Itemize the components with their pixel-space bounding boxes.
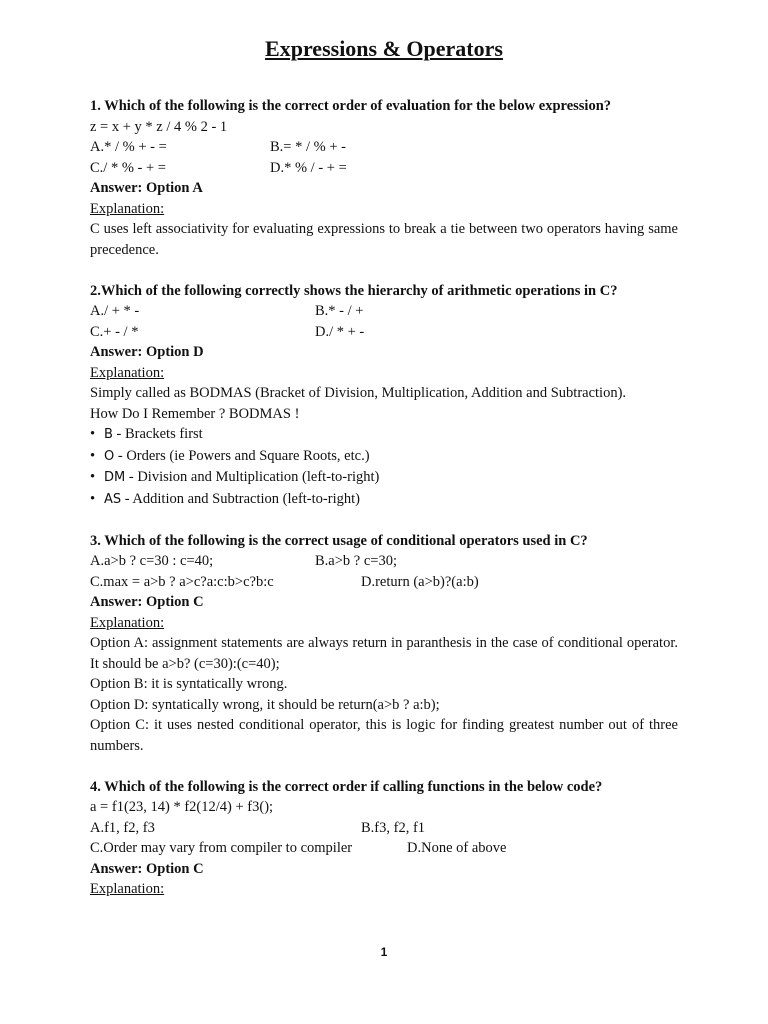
question-3 <box>90 531 678 757</box>
question-2-text: 2.Which of the following correctly shows the hierarchy of arithmetic operations in C? <box>90 282 618 299</box>
option-d: D.None of above <box>407 840 507 856</box>
document-body <box>90 96 678 920</box>
option-c: C.Order may vary from compiler to compiler <box>90 840 353 856</box>
option-b: B.= * / % + - <box>270 139 346 155</box>
bullet-key: AS <box>104 491 122 507</box>
question-4-text: 4. Which of the following is the correct order if calling functions in the below code? <box>90 778 603 795</box>
option-d: D.* % / - + = <box>270 159 347 176</box>
page-number: 1 <box>380 945 388 959</box>
option-c: C.max = a>b ? a>c?a:c:b>c?b:c <box>90 573 274 590</box>
list-item <box>90 424 678 446</box>
question-1 <box>90 96 678 260</box>
bullet-text: - Orders (ie Powers and Square Roots, etc.) <box>114 447 370 464</box>
bullet-icon: • <box>90 469 96 485</box>
question-1-explanation: C uses left associativity for evaluating expressions to break a tie between two operators having same precedence. <box>90 221 678 258</box>
option-a: A./ + * - <box>90 303 140 319</box>
bullet-icon: • <box>90 447 96 464</box>
question-3-explanation-label: Explanation: <box>90 614 165 631</box>
question-2-options-row-2 <box>90 322 678 343</box>
question-2-options-row-1 <box>90 301 678 322</box>
page-title: Expressions & Operators <box>265 36 503 61</box>
question-1-options-row-1 <box>90 137 678 158</box>
question-1-code: z = x + y * z / 4 % 2 - 1 <box>90 118 228 135</box>
bullet-key: DM <box>104 470 126 485</box>
question-4-code: a = f1(23, 14) * f2(12/4) + f3(); <box>90 799 274 815</box>
question-4 <box>90 777 678 900</box>
question-4-options-row-2 <box>90 838 678 859</box>
list-item <box>90 489 678 511</box>
question-2-answer: Answer: Option D <box>90 344 204 360</box>
question-4-explanation-label: Explanation: <box>90 881 165 897</box>
option-a: A.* / % + - = <box>90 139 167 155</box>
question-4-options-row-1 <box>90 818 678 839</box>
bullet-text: - Division and Multiplication (left-to-right) <box>125 469 380 485</box>
question-3-answer: Answer: Option C <box>90 594 204 610</box>
question-3-text: 3. Which of the following is the correct usage of conditional operators used in C? <box>90 532 588 549</box>
question-1-text: 1. Which of the following is the correct order of evaluation for the below expression? <box>90 98 612 114</box>
question-4-answer: Answer: Option C <box>90 860 204 877</box>
question-1-answer: Answer: Option A <box>90 180 203 196</box>
bullet-text: - Addition and Subtraction (left-to-right) <box>121 490 360 507</box>
question-2 <box>90 281 678 511</box>
bullet-icon: • <box>90 490 96 507</box>
question-1-options-row-2 <box>90 158 678 179</box>
question-3-options-row-1 <box>90 551 678 572</box>
question-3-explanation-c: Option C: it uses nested conditional operator, this is logic for finding greatest number out of three numbers. <box>90 717 678 754</box>
option-c: C./ * % - + = <box>90 159 166 176</box>
bullet-icon: • <box>90 426 96 442</box>
question-1-explanation-label: Explanation: <box>90 200 165 217</box>
question-2-explanation-label: Explanation: <box>90 364 165 381</box>
question-2-explanation-1: Simply called as BODMAS (Bracket of Division, Multiplication, Addition and Subtraction). <box>90 385 627 401</box>
list-item <box>90 446 678 468</box>
option-d: D./ * + - <box>315 323 365 340</box>
list-item <box>90 467 678 489</box>
option-a: A.f1, f2, f3 <box>90 819 155 836</box>
bullet-key: B <box>104 427 113 442</box>
option-c: C.+ - / * <box>90 323 139 340</box>
option-b: B.* - / + <box>315 303 364 319</box>
question-3-options-row-2 <box>90 572 678 593</box>
question-3-explanation-b: Option B: it is syntatically wrong. <box>90 676 288 692</box>
option-a: A.a>b ? c=30 : c=40; <box>90 553 214 569</box>
bullet-text: - Brackets first <box>112 426 203 442</box>
question-3-explanation-d: Option D: syntatically wrong, it should be return(a>b ? a:b); <box>90 696 440 713</box>
option-b: B.f3, f2, f1 <box>361 819 426 836</box>
option-b: B.a>b ? c=30; <box>315 553 397 569</box>
bodmas-list <box>90 424 678 510</box>
question-2-explanation-2: How Do I Remember ? BODMAS ! <box>90 405 300 422</box>
question-3-explanation-a: Option A: assignment statements are always return in paranthesis in the case of conditional operator. It should be a>b? (c=30):(c=40); <box>90 635 678 672</box>
bullet-key: O <box>104 448 115 464</box>
option-d: D.return (a>b)?(a:b) <box>361 573 479 590</box>
